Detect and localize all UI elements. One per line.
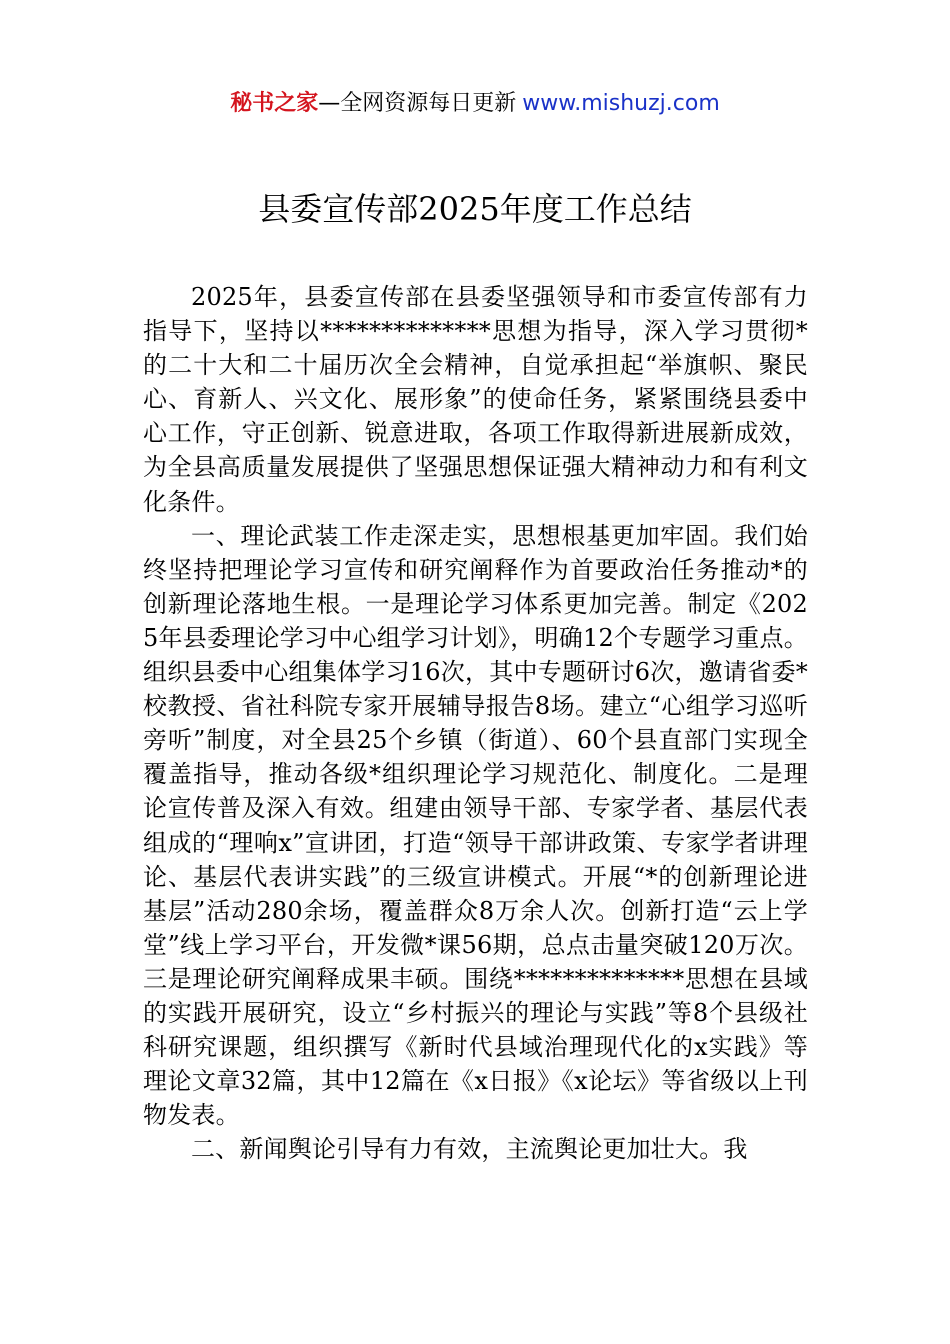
document-body [143,280,808,1166]
paragraph-section-2: 二、新闻舆论引导有力有效，主流舆论更加壮大。我 [191,1135,748,1164]
watermark-banner [0,88,950,120]
brand-name: 秘书之家 [230,91,319,116]
paragraph-section-1: 一、理论武装工作走深走实，思想根基更加牢固。我们始终坚持把理论学习宣传和研究阐释作为首要政治任务推动*的创新理论落地生根。一是理论学习体系更加完善。制定《2025年县委理论学习中心组学习计划》，明确12个专题学习重点。组织县委中心组集体学习16次，其中专题研讨6次，邀请省委*校教授、省社科院专家开展辅导报告8场。建立“心组学习巡听旁听”制度，对全县25个乡镇（街道）、60个县直部门实现全覆盖指导，推动各级*组织理论学习规范化、制度化。二是理论宣传普及深入有效。组建由领导干部、专家学者、基层代表组成的“理响x”宣讲团，打造“领导干部讲政策、专家学者讲理论、基层代表讲实践”的三级宣讲模式。开展“*的创新理论进基层”活动280余场，覆盖群众8万余人次。创新打造“云上学堂”线上学习平台，开发微*课56期，总点击量突破120万次。三是理论研究阐释成果丰硕。围绕**************思想在县域的实践开展研究，设立“乡村振兴的理论与实践”等8个县级社科研究课题，组织撰写《新时代县域治理现代化的x实践》等理论文章32篇，其中12篇在《x日报》《x论坛》等省级以上刊物发表。 [143,521,808,1130]
paragraph-intro: 2025年，县委宣传部在县委坚强领导和市委宣传部有力指导下，坚持以**************思想为指导，深入学习贯彻*的二十大和二十届历次全会精神，自觉承担起“举旗帜、聚民心、育新人、兴文化、展形象”的使命任务，紧紧围绕县委中心工作，守正创新、锐意进取，各项工作取得新进展新成效，为全县高质量发展提供了坚强思想保证强大精神动力和有利文化条件。 [143,283,808,516]
site-link[interactable]: www.mishuzj.com [522,91,720,116]
document-title: 县委宣传部2025年度工作总结 [258,190,692,228]
brand-tagline: —全网资源每日更新 [318,91,517,116]
